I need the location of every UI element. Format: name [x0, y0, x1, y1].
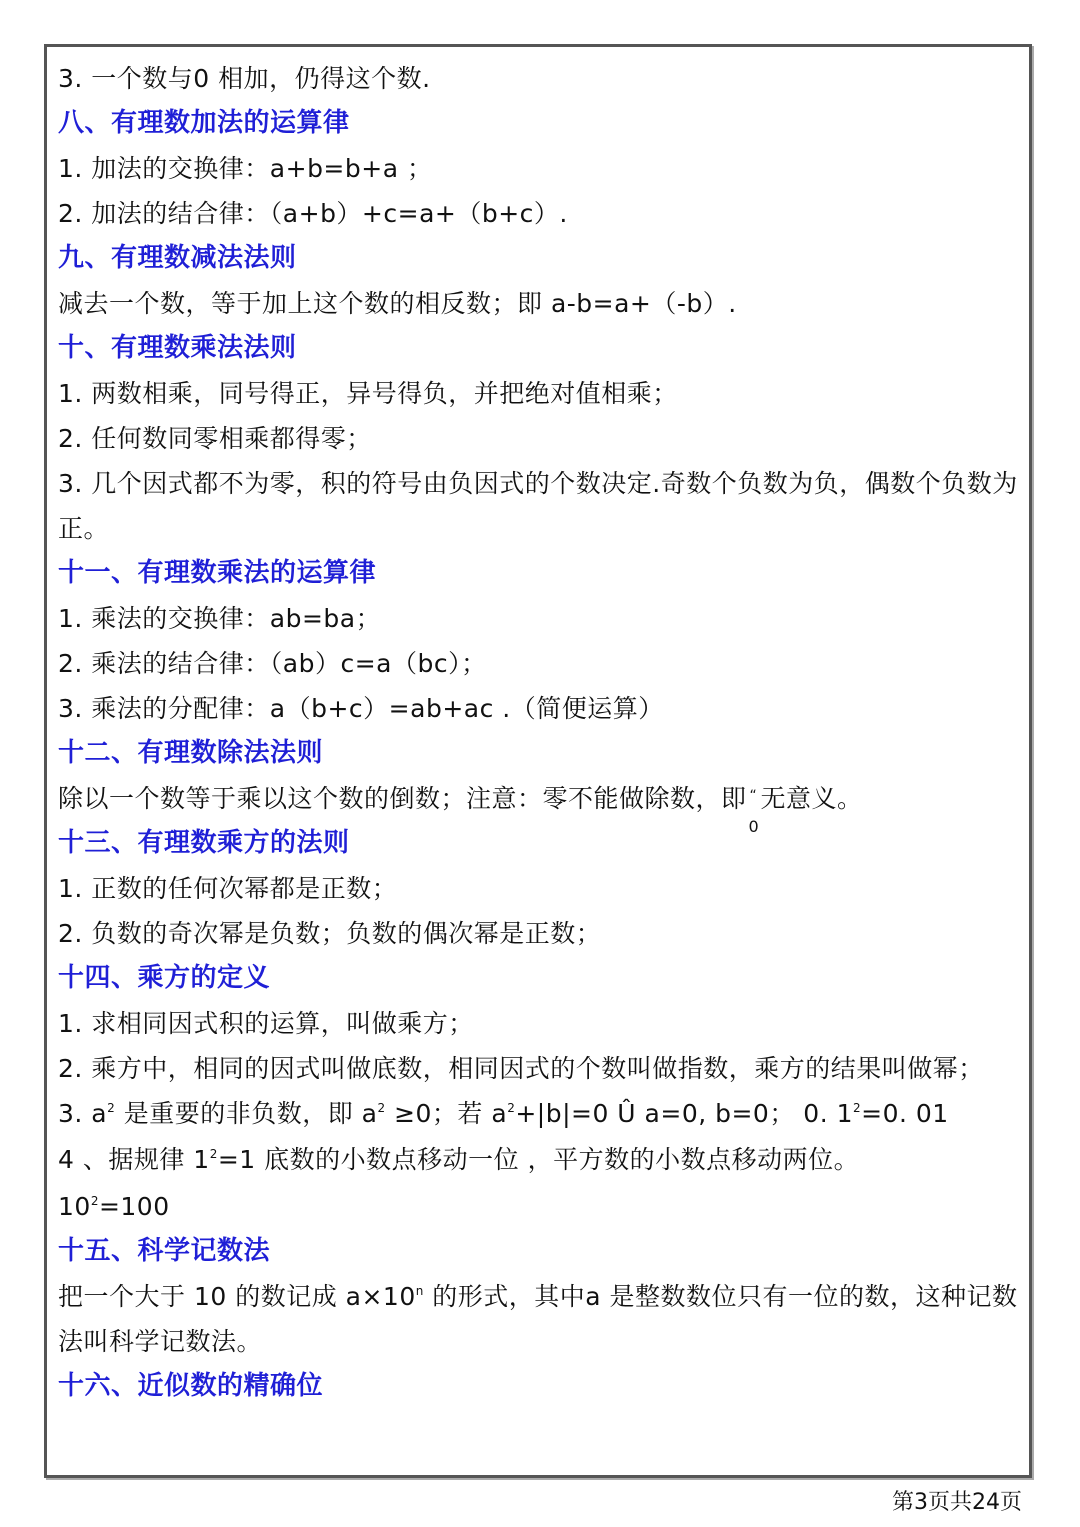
- text-segment: 10: [58, 1192, 91, 1221]
- text-segment: 无意义。: [760, 784, 863, 813]
- text-line: 1. 正数的任何次幂都是正数；: [58, 874, 398, 903]
- text-segment: 是重要的非负数，即 a: [115, 1099, 378, 1128]
- section-heading-12: 十二、有理数除法法则: [58, 738, 324, 768]
- text-line: 3. 乘法的分配律：a（b+c）=ab+ac .（简便运算）: [58, 694, 664, 723]
- text-line: [58, 1136, 1026, 1184]
- exponent: 2: [209, 1147, 218, 1161]
- exponent: 2: [853, 1101, 862, 1115]
- text-line: 1. 求相同因式积的运算，叫做乘方；: [58, 1009, 474, 1038]
- section-heading-16: 十六、近似数的精确位: [58, 1371, 324, 1401]
- exponent: 2: [377, 1101, 386, 1115]
- text-paragraph: [58, 1274, 1026, 1364]
- fraction: [747, 788, 761, 836]
- text-line: 2. 乘法的结合律：（ab）c=a（bc）；: [58, 649, 487, 678]
- section-heading-8: 八、有理数加法的运算律: [58, 108, 350, 138]
- fraction-denominator: 0: [748, 817, 760, 836]
- page-number: 第3页共24页: [892, 1490, 1022, 1515]
- text-line: 1. 两数相乘，同号得正，异号得负，并把绝对值相乘；: [58, 379, 678, 408]
- section-heading-11: 十一、有理数乘法的运算律: [58, 558, 377, 588]
- text-line: 2. 加法的结合律：（a+b）+c=a+（b+c）.: [58, 199, 568, 228]
- section-heading-9: 九、有理数减法法则: [58, 243, 297, 273]
- text-paragraph: 3. 几个因式都不为零，积的符号由负因式的个数决定.奇数个负数为负，偶数个负数为正。: [58, 469, 1018, 543]
- text-segment: 4 、据规律 1: [58, 1145, 210, 1174]
- text-paragraph: 2. 乘方中，相同的因式叫做底数，相同因式的个数叫做指数，乘方的结果叫做幂；: [58, 1054, 984, 1083]
- text-segment: +|b|=0 Û a=0, b=0； 0. 1: [515, 1099, 853, 1128]
- text-segment: ≥0；若 a: [385, 1099, 508, 1128]
- text-segment: 3. a: [58, 1099, 108, 1128]
- text-line: 2. 任何数同零相乘都得零；: [58, 424, 372, 453]
- section-heading-14: 十四、乘方的定义: [58, 963, 271, 993]
- text-segment: =0. 01: [861, 1099, 949, 1128]
- exponent: n: [415, 1284, 424, 1298]
- text-line: 减去一个数，等于加上这个数的相反数；即 a-b=a+（-b）.: [58, 289, 737, 318]
- fraction-numerator: “: [749, 788, 758, 804]
- text-line: [58, 1184, 1026, 1229]
- text-segment: 把一个大于 10 的数记成 a×10: [58, 1282, 416, 1311]
- text-segment: 除以一个数等于乘以这个数的倒数；注意：零不能做除数，即: [58, 784, 747, 813]
- text-line: [58, 776, 1026, 836]
- section-heading-13: 十三、有理数乘方的法则: [58, 828, 350, 858]
- exponent: 2: [507, 1101, 516, 1115]
- text-segment: =1 底数的小数点移动一位 ，平方数的小数点移动两位。: [217, 1145, 860, 1174]
- text-segment: =100: [98, 1192, 170, 1221]
- document-body: [58, 56, 1026, 1409]
- text-line: 3. 一个数与0 相加，仍得这个数.: [58, 64, 431, 93]
- text-segment: 的形式，其中a 是整数数位只有一位的数，这种记数法叫科学记数法。: [58, 1282, 1018, 1356]
- text-line: 2. 负数的奇次幂是负数；负数的偶次幂是正数；: [58, 919, 602, 948]
- exponent: 2: [107, 1101, 116, 1115]
- section-heading-15: 十五、科学记数法: [58, 1236, 271, 1266]
- text-line: 1. 乘法的交换律：ab=ba；: [58, 604, 382, 633]
- text-line: [58, 1091, 1026, 1136]
- text-line: 1. 加法的交换律：a+b=b+a ；: [58, 154, 433, 183]
- exponent: 2: [90, 1194, 99, 1208]
- section-heading-10: 十、有理数乘法法则: [58, 333, 297, 363]
